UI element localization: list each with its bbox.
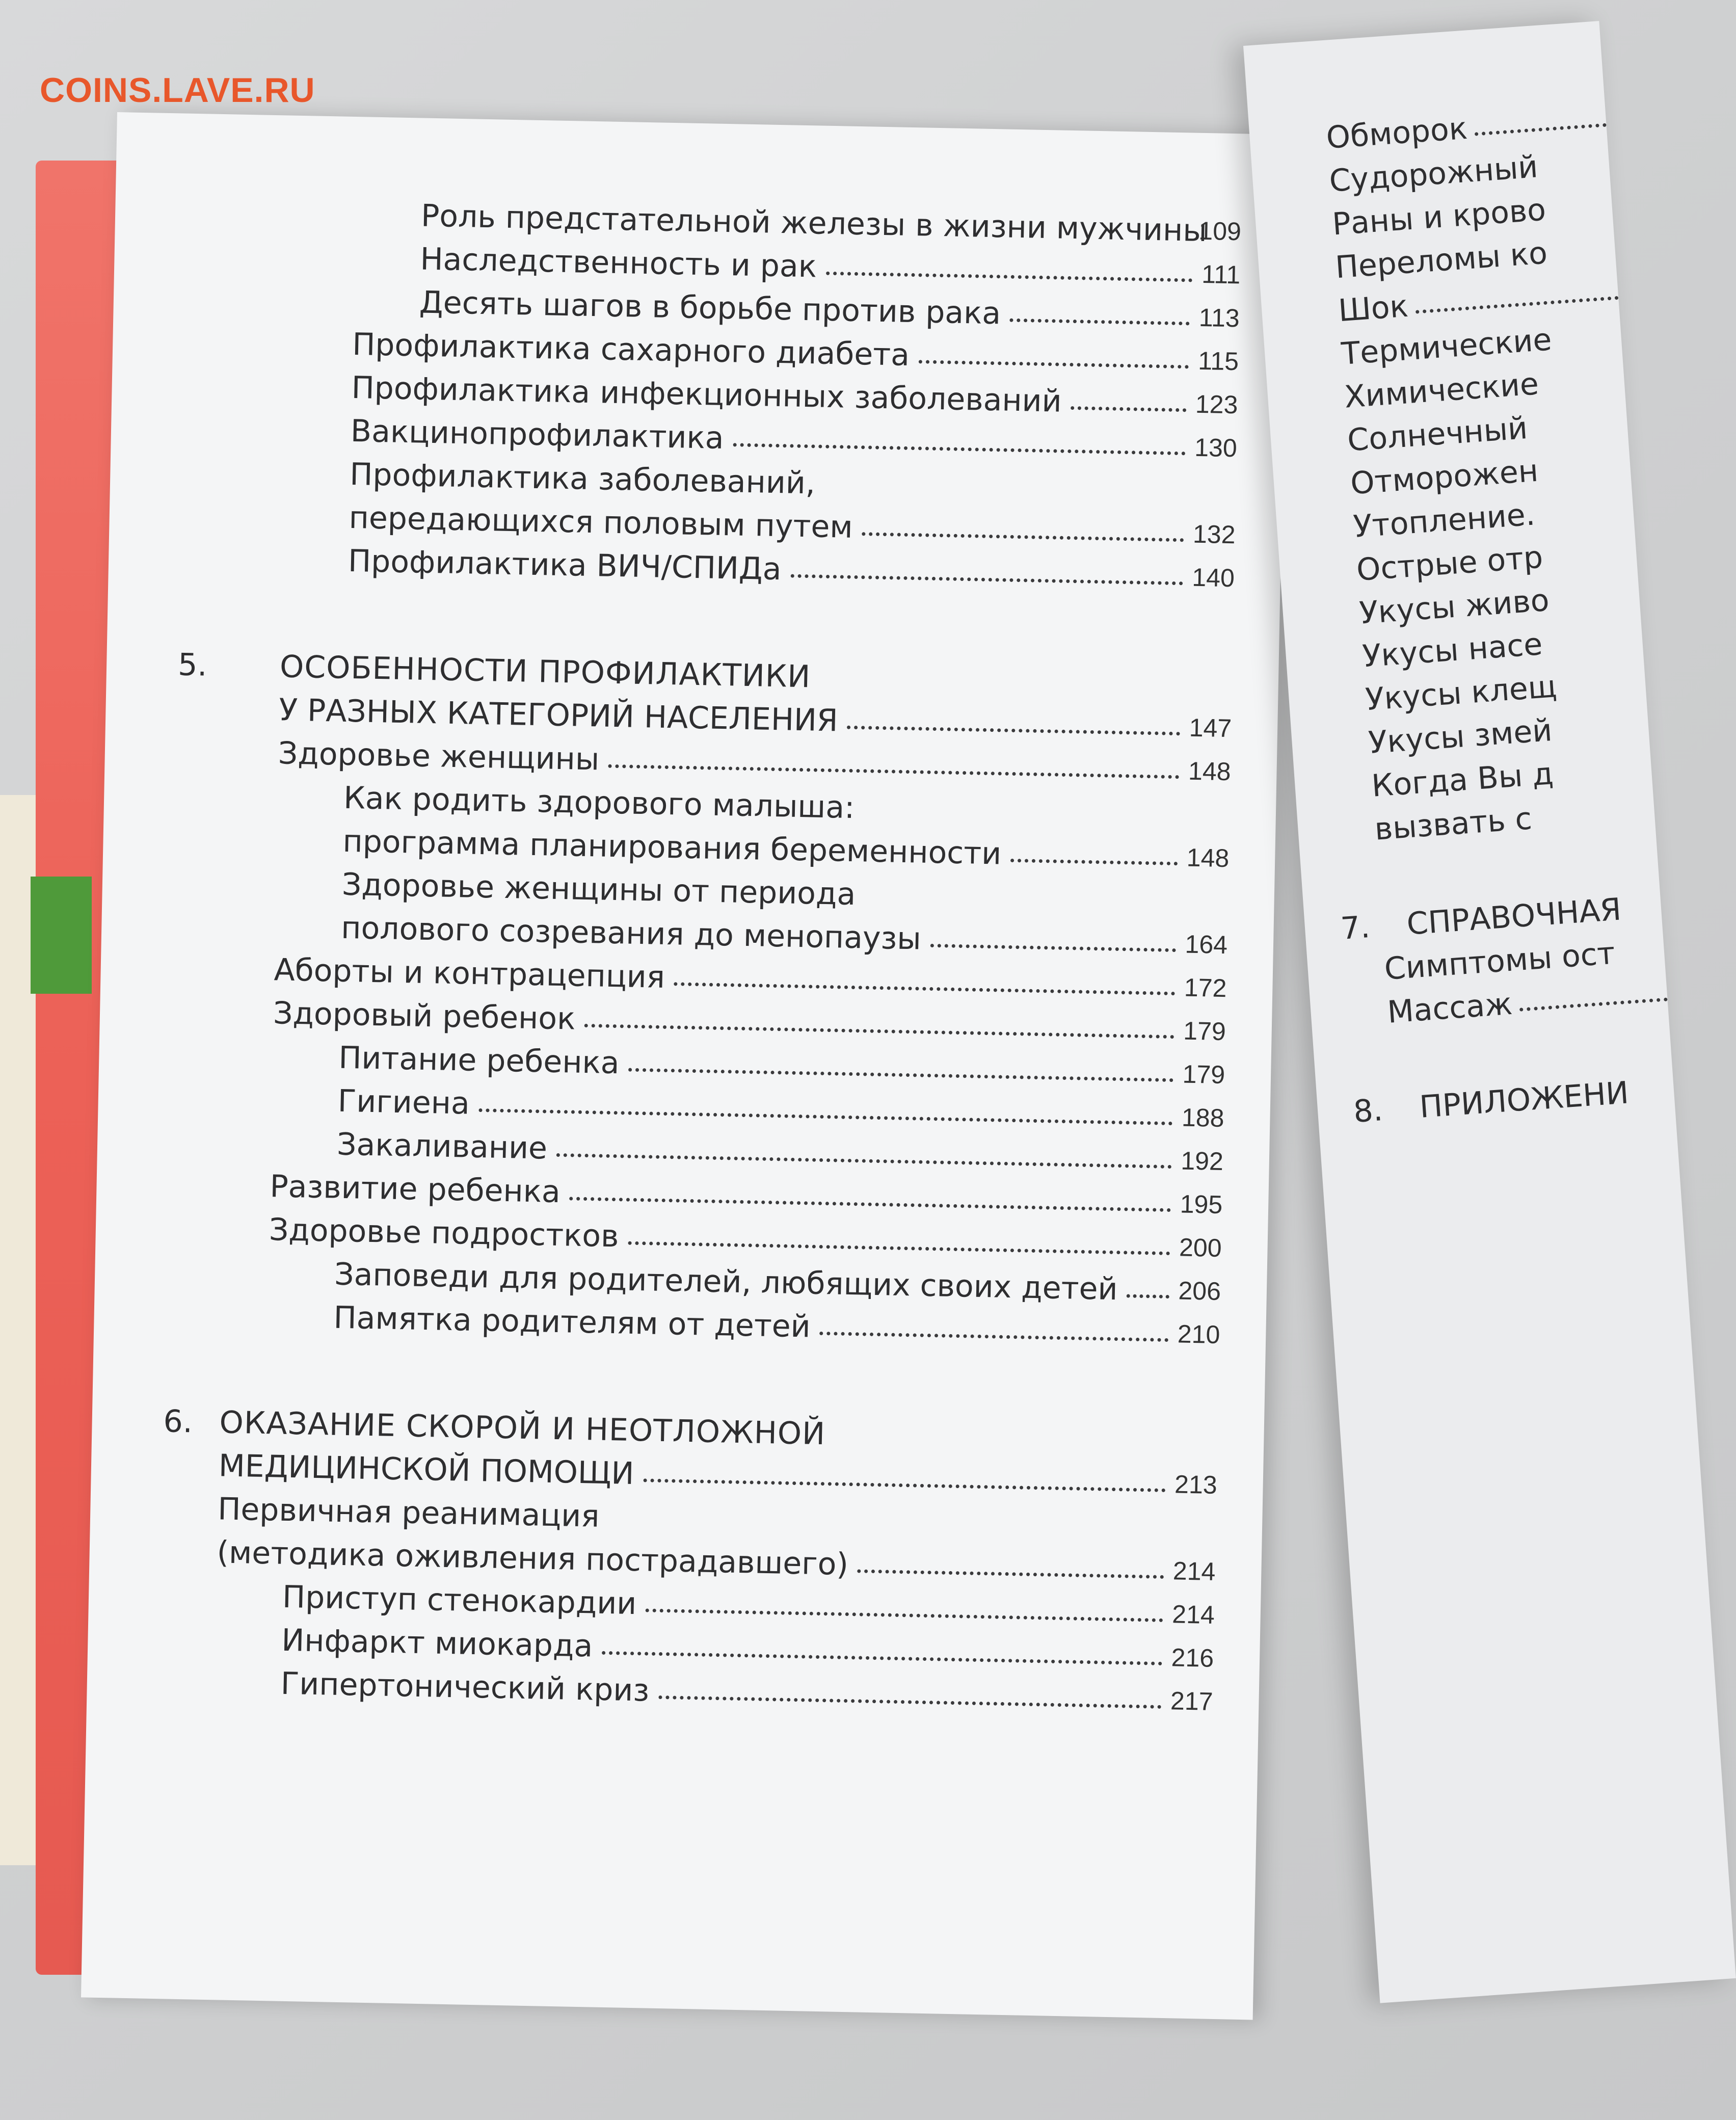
toc-entry-title: Аборты и контрацепция [274, 952, 665, 995]
toc-entry-title: передающихся половым путем [349, 499, 853, 545]
toc-entry-title: Профилактика инфекционных заболеваний [351, 369, 1062, 419]
page-number: 111 [1201, 259, 1241, 289]
toc-entry-title: Закаливание [336, 1126, 548, 1167]
page-number: 147 [1189, 713, 1232, 743]
toc-entry-title: Наследственность и рак [419, 241, 817, 285]
toc-entry-title: Памятка родителям от детей [333, 1300, 811, 1345]
toc-entry-title: Как родить здорового малыша: [343, 780, 855, 826]
page-number: 148 [1188, 756, 1232, 786]
toc-entry-title: Гипертонический криз [280, 1665, 650, 1709]
dot-leader [826, 272, 1192, 282]
table-of-contents-right [1243, 21, 1736, 2003]
page-number: 179 [1182, 1059, 1225, 1090]
dot-leader [628, 1241, 1170, 1255]
page-number: 130 [1194, 433, 1238, 463]
dot-leader [658, 1695, 1161, 1709]
toc-entry-title: Профилактика ВИЧ/СПИДа [348, 543, 782, 588]
dot-leader [628, 1068, 1173, 1082]
dot-leader [602, 1651, 1162, 1665]
toc-entry-title: Десять шагов в борьбе против рака [419, 284, 1001, 332]
page-number: 200 [1179, 1233, 1222, 1263]
left-page [81, 112, 1289, 2020]
dot-leader [857, 1569, 1164, 1579]
toc-entry-title: Переломы ко [1334, 235, 1548, 286]
page-number: 206 [1178, 1276, 1221, 1306]
dot-leader [1009, 319, 1189, 326]
page-number: 217 [1170, 1686, 1214, 1716]
toc-entry-title: Солнечный [1346, 410, 1529, 459]
page-number: 179 [1183, 1016, 1226, 1046]
dot-leader [569, 1197, 1171, 1212]
toc-entry-title: Здоровье женщины [278, 735, 600, 778]
page-number: 140 [1191, 563, 1235, 593]
toc-entry-title: Обморок [1325, 110, 1469, 156]
dot-leader [584, 1024, 1174, 1039]
toc-entry-title: Раны и крово [1331, 192, 1547, 243]
toc-entry-title: Приступ стенокардии [282, 1579, 637, 1622]
toc-entry-title: Утопление. [1352, 496, 1536, 545]
dot-leader [791, 574, 1183, 586]
toc-entry-title: Когда Вы д [1370, 756, 1555, 804]
dot-leader [862, 532, 1184, 542]
toc-entry-title: Развитие ребенка [269, 1169, 561, 1210]
page-number: 214 [1171, 1600, 1215, 1629]
toc-entry-title: Заповеди для родителей, любящих своих детей [334, 1256, 1118, 1308]
page-number: 113 [1198, 303, 1240, 333]
page-number: 213 [1174, 1470, 1218, 1499]
toc-entry-title: Профилактика сахарного диабета [352, 326, 910, 373]
toc-entry-title: Инфаркт миокарда [281, 1622, 593, 1664]
dot-leader [644, 1478, 1166, 1492]
dot-leader [646, 1608, 1163, 1622]
page-number: 123 [1195, 389, 1238, 419]
page-number: 148 [1186, 843, 1230, 873]
toc-entry-title: Химические [1343, 366, 1540, 415]
page-number: 109 [1198, 216, 1242, 246]
toc-entry [1317, 1068, 1675, 1136]
toc-entry-title: Гигиена [337, 1083, 470, 1122]
dot-leader [919, 360, 1189, 368]
dot-leader [1127, 1294, 1169, 1298]
toc-entry-title: Укусы живо [1358, 582, 1551, 631]
page-number: 172 [1184, 973, 1227, 1003]
dot-leader [1415, 296, 1619, 314]
toc-entry-title: Судорожный [1328, 149, 1539, 199]
toc-entry-title: Шок [1337, 288, 1409, 329]
toc-entry-title: ОКАЗАНИЕ СКОРОЙ И НЕОТЛОЖНОЙ [219, 1404, 826, 1452]
page-number: 216 [1171, 1643, 1214, 1673]
section-number: 5. [177, 647, 208, 683]
page-number: 115 [1197, 346, 1239, 376]
toc-entry-title: программа планирования беременности [342, 823, 1002, 872]
toc-entry-title: У РАЗНЫХ КАТЕГОРИЙ НАСЕЛЕНИЯ [278, 692, 839, 739]
dot-leader [1519, 997, 1668, 1011]
dot-leader [733, 443, 1186, 455]
toc-entry-title: Термические [1340, 322, 1553, 372]
dot-leader [674, 982, 1175, 995]
dot-leader [819, 1332, 1168, 1342]
page-number: 132 [1192, 519, 1236, 549]
dot-leader [1071, 406, 1186, 412]
page-number: 192 [1180, 1146, 1224, 1176]
toc-entry-title: Отморожен [1349, 453, 1540, 502]
dot-leader [930, 944, 1176, 952]
toc-entry-title: Роль предстательной железы в жизни мужчины [420, 198, 1208, 249]
page-number: 164 [1185, 930, 1228, 960]
dot-leader [847, 726, 1180, 736]
dot-leader [478, 1108, 1172, 1125]
page-number: 210 [1177, 1319, 1220, 1349]
toc-entry-title: ПРИЛОЖЕНИ [1418, 1075, 1630, 1125]
toc-entry-title: ОСОБЕННОСТИ ПРОФИЛАКТИКИ [279, 649, 811, 695]
page-number: 195 [1180, 1189, 1223, 1220]
dot-leader [1475, 123, 1607, 136]
section-number: 7. [1339, 909, 1371, 947]
toc-entry-title: полового созревания до менопаузы [340, 910, 922, 957]
toc-entry-title: Питание ребенка [338, 1040, 620, 1081]
toc-entry-title: Вакцинопрофилактика [350, 413, 725, 456]
toc-entry-title: Укусы змей [1367, 712, 1554, 761]
book-cover-stripe [31, 877, 92, 994]
toc-entry-title: Первичная реанимация [217, 1491, 600, 1534]
toc-entry-title: Здоровье женщины от периода [341, 866, 856, 913]
toc-entry-title: СПРАВОЧНАЯ [1405, 891, 1623, 942]
page-number: 214 [1172, 1556, 1216, 1586]
table-of-contents-left [81, 112, 1289, 2020]
watermark: COINS.LAVE.RU [40, 71, 315, 110]
toc-entry-title: Профилактика заболеваний, [349, 456, 816, 501]
toc-entry-title: вызвать с [1373, 801, 1533, 847]
toc-entry-title: Укусы насе [1361, 626, 1544, 675]
toc-entry-title: Массаж [1386, 986, 1514, 1030]
dot-leader [556, 1153, 1172, 1169]
dot-leader [1010, 859, 1178, 865]
page-number: 188 [1181, 1103, 1225, 1133]
toc-entry-title: Здоровый ребенок [273, 995, 576, 1037]
toc-entry-title: Острые отр [1355, 539, 1544, 588]
toc-entry-title: Укусы клещ [1364, 669, 1558, 718]
dot-leader [608, 764, 1179, 779]
section-number: 6. [163, 1403, 193, 1440]
toc-entry-title: Здоровье подростков [269, 1212, 620, 1255]
toc-entry-title: МЕДИЦИНСКОЙ ПОМОЩИ [218, 1448, 635, 1492]
right-page [1243, 21, 1736, 2003]
section-number: 8. [1352, 1092, 1384, 1130]
toc-entry-title: Симптомы ост [1383, 935, 1616, 988]
toc-entry-title: (методика оживления пострадавшего) [217, 1534, 849, 1583]
